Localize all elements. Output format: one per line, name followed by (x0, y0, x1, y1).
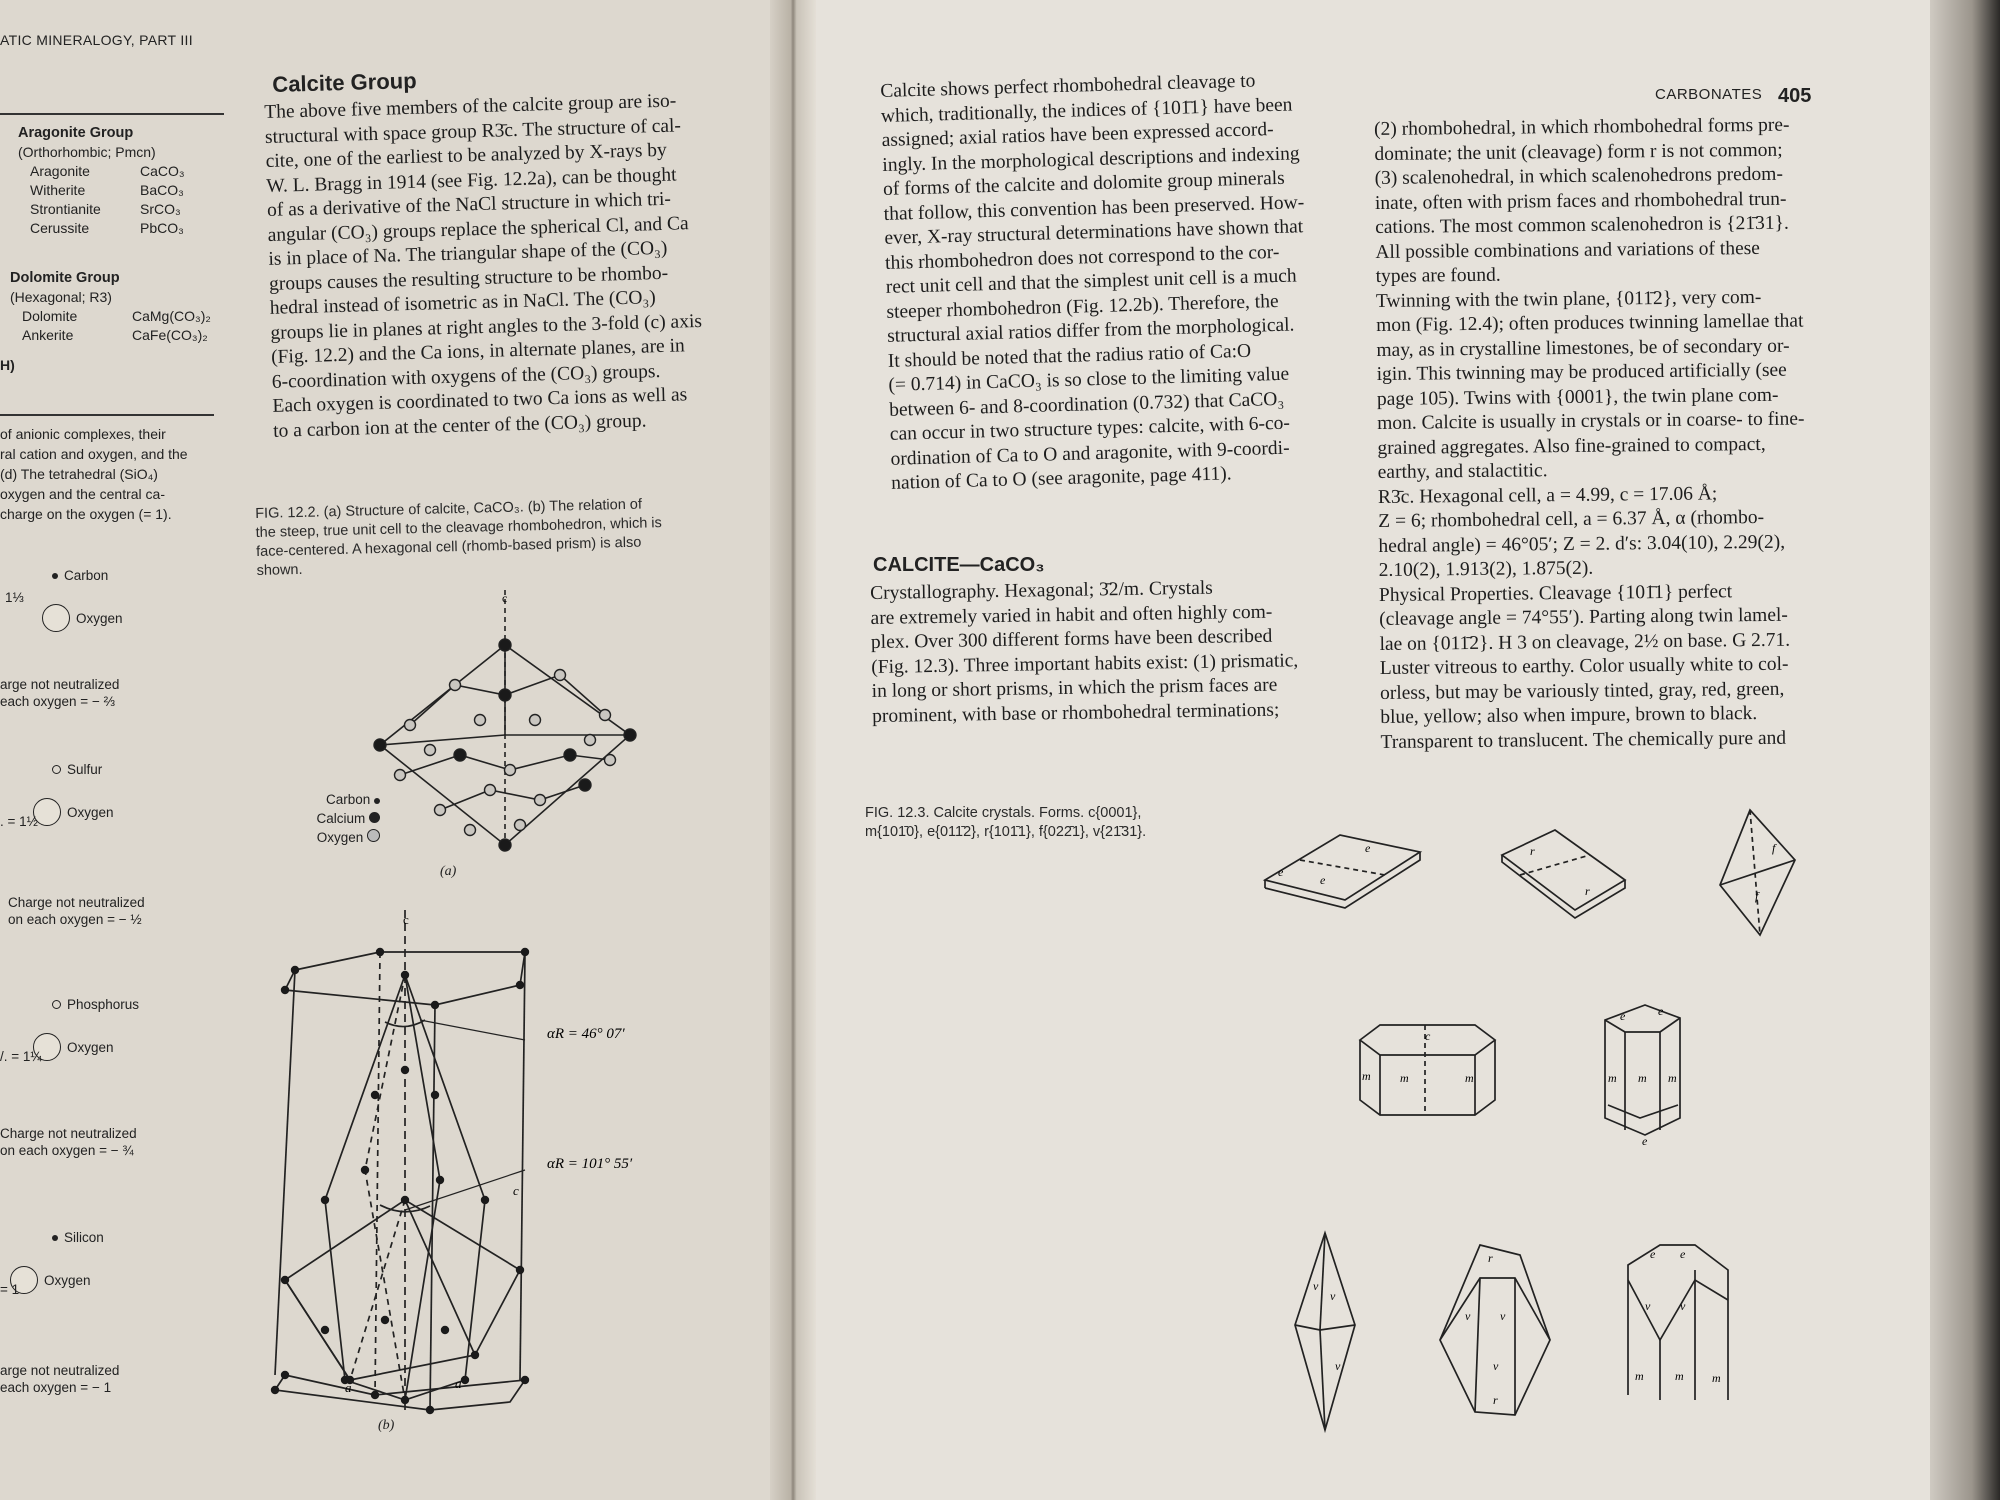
bond-value: /. = 1¼ (0, 1049, 42, 1064)
prism-edge (275, 970, 295, 1375)
paragraph-line: in long or short prisms, in which the prism faces are (871, 674, 1278, 702)
lattice-point (281, 1276, 289, 1284)
legend-atom-row (52, 997, 139, 1012)
page-edges (1930, 0, 2000, 1500)
lattice-point (431, 1001, 439, 1009)
paragraph-line: structural with space group R3̄c. The structure of cal- (264, 114, 682, 148)
axis-c-top-label: c (403, 912, 409, 927)
paragraph-line: may, as in crystalline limestones, be of secondary or- (1376, 335, 1790, 361)
legend-calcium-label: Calcium (316, 811, 366, 826)
charge-note-line: arge not neutralized (0, 1363, 120, 1378)
face-label: r (1585, 884, 1590, 898)
paragraph-line: (cleavage angle = 74°55′). Parting along twin lamel- (1379, 604, 1788, 630)
legend-carbon-label: Carbon (325, 792, 371, 807)
face-label: e (1620, 1009, 1626, 1023)
paragraph-line: Transparent to translucent. The chemically pure and (1380, 727, 1787, 753)
oxygen-atom (450, 680, 461, 691)
book-gutter (770, 0, 816, 1500)
paragraph-line: steeper rhombohedron (Fig. 12.2b). Therefore, the (886, 290, 1279, 323)
paragraph-line: (3) scalenohedral, in which scalenohedrons predom- (1374, 163, 1784, 189)
oxygen-atom (555, 670, 566, 681)
axis-c-side-label: c (513, 1183, 519, 1198)
charge-note-line: on each oxygen = − ¾ (0, 1143, 134, 1158)
angle-label-1: αR = 46° 07′ (547, 1026, 625, 1042)
atom-dot-icon (52, 1235, 58, 1241)
paragraph-line: that follow, this convention has been preserved. How- (883, 191, 1305, 225)
fig-12-2a-label: (a) (440, 864, 457, 879)
paragraph-line: Each oxygen is coordinated to two Ca ions as well as (272, 384, 688, 417)
legend-oxygen-row (33, 798, 114, 826)
legend-atom-row (52, 568, 108, 583)
axis-a-label-2: a (455, 1376, 462, 1391)
mineral-name: Witherite (30, 182, 86, 198)
paragraph-line: (= 0.714) in CaCO₃ is so close to the limiting value (888, 363, 1290, 396)
dolomite-table (10, 307, 225, 345)
paragraph-line: (2) rhombohedral, in which rhombohedral forms pre- (1374, 114, 1790, 140)
dolomite-group-subtitle: (Hexagonal; R3) (10, 289, 112, 305)
caption-line: ral cation and oxygen, and the (0, 446, 188, 462)
lattice-point (321, 1326, 329, 1334)
legend-oxygen-label: Oxygen (67, 804, 114, 820)
paragraph-line: ordination of Ca to O and aragonite, with 9-coordi- (890, 437, 1290, 470)
paragraph-line: prominent, with base or rhombohedral terminations; (871, 699, 1280, 727)
oxygen-atom (515, 820, 526, 831)
mineral-formula: BaCO₃ (140, 182, 184, 198)
oxygen-atom (435, 805, 446, 816)
prism-edge (430, 1005, 435, 1410)
face-label: v (1313, 1279, 1319, 1293)
running-head-right: CARBONATES (1655, 86, 1763, 103)
mineral-formula: PbCO₃ (140, 220, 184, 236)
legend-oxygen-row (42, 604, 123, 632)
lattice-point (516, 981, 524, 989)
oxygen-atom (395, 770, 406, 781)
lattice-point (426, 1406, 434, 1414)
oxygen-circle-icon (42, 604, 70, 632)
legend-oxygen-label: Oxygen (76, 610, 123, 626)
mineral-row (18, 181, 223, 200)
legend-atom-label: Silicon (64, 1230, 104, 1245)
caption-line: FIG. 12.2. (a) Structure of calcite, CaCO₃. (b) The relation of (255, 496, 643, 522)
lattice-point (376, 948, 384, 956)
paragraph-line: hedral instead of isometric as in NaCl. The (CO₃) (269, 287, 656, 319)
atom-dot-icon (52, 573, 58, 579)
mineral-row (10, 307, 225, 326)
face-label: v (1645, 1299, 1651, 1313)
paragraph-line: structural axial ratios differ from the morphological. (886, 314, 1295, 347)
lattice-point (401, 1196, 409, 1204)
lattice-point (291, 966, 299, 974)
legend-atom-label: Phosphorus (67, 997, 140, 1012)
oxygen-atom (505, 765, 516, 776)
face-label: m (1362, 1069, 1371, 1083)
legend-atom-label: Carbon (64, 568, 109, 583)
charge-note (8, 894, 145, 928)
charge-note (0, 1362, 119, 1396)
caption-line: (d) The tetrahedral (SiO₄) (0, 466, 158, 482)
paragraph-line: hedral angle) = 46°05′; Z = 2. d′s: 3.04(10), 2.29(2), (1378, 531, 1786, 557)
calcium-atom (499, 839, 511, 851)
aragonite-group-subtitle: (Orthorhombic; Pmcn) (18, 144, 156, 160)
face-label: r (1493, 1393, 1498, 1407)
sidebar-rule-top (0, 113, 224, 115)
cleavage-rhomb (285, 1200, 520, 1380)
mineral-formula: CaMg(CO₃)₂ (132, 308, 211, 324)
face-label: r (1488, 1251, 1493, 1265)
paragraph-line: to a carbon ion at the center of the (CO₃) group. (272, 409, 647, 442)
caption-line: shown. (256, 561, 303, 579)
running-head-left: ATIC MINERALOGY, PART III (0, 32, 193, 48)
paragraph-line: inate, often with prism faces and rhombohedral trun- (1374, 188, 1787, 214)
paragraph-line: page 105). Twins with {0001}, the twin plane com- (1376, 384, 1779, 410)
face-label: e (1658, 1004, 1664, 1018)
crystallography-paragraph (870, 575, 1327, 729)
paragraph-line: grained aggregates. Also fine-grained to compact, (1377, 433, 1766, 459)
paragraph-line: orless, but may be variously tinted, gray, red, green, (1379, 678, 1785, 704)
mineral-row (18, 200, 223, 219)
calcium-atom (579, 779, 591, 791)
charge-note-line: Charge not neutralized (0, 1126, 137, 1141)
legend-oxygen-label: Oxygen (316, 830, 364, 845)
cleavage-paragraph (880, 67, 1343, 496)
aragonite-table (18, 162, 223, 238)
paragraph-line: (Fig. 12.2) and the Ca ions, in alternate planes, are in (270, 335, 686, 368)
face-label: f (1772, 841, 1776, 855)
face-label: v (1465, 1309, 1471, 1323)
crystal-prism-terminated (1605, 1005, 1680, 1135)
calcium-atom (454, 749, 466, 761)
oxygen-atom (405, 720, 416, 731)
face-label: e (1680, 1247, 1686, 1261)
paragraph-line: is in place of Na. The triangular shape of the (CO₃) (268, 237, 668, 270)
lattice-point (471, 1351, 479, 1359)
paragraph-line: (Fig. 12.3). Three important habits exist: (1) prismatic, (871, 649, 1299, 678)
paragraph-line: Z = 6; rhombohedral cell, a = 6.37 Å, α (rhombo- (1378, 506, 1765, 532)
oxygen-atom (475, 715, 486, 726)
paragraph-line: angular (CO₃) groups replace the spherical Cl, and Ca (267, 212, 689, 246)
paragraph-line: Physical Properties. Cleavage {101̄1} perfect (1378, 580, 1733, 606)
leader-1 (420, 1020, 525, 1040)
dolomite-group-block (10, 269, 225, 345)
axis-a-label-1: a (345, 1380, 352, 1395)
legend-oxygen-row (10, 1266, 91, 1294)
paragraph-line: types are found. (1375, 264, 1501, 287)
mineral-formula: CaCO₃ (140, 163, 185, 179)
lattice-point (436, 1176, 444, 1184)
paragraph-line: assigned; axial ratios have been expressed accord- (881, 119, 1274, 151)
paragraph-line: groups lie in planes at right angles to the 3-fold (c) axis (270, 310, 703, 344)
face-label: f (1755, 889, 1759, 903)
paragraph-line: ever, X-ray structural determinations have shown that (884, 216, 1304, 249)
paragraph-line: Crystallography. Hexagonal; 3̄2/m. Crystals (870, 577, 1213, 604)
caption-line: oxygen and the central ca- (0, 486, 165, 502)
mineral-formula: SrCO₃ (140, 201, 181, 217)
paragraph-line: cations. The most common scalenohedron is {21̄31}. (1375, 212, 1789, 238)
crystal-flat-rhomb (1265, 835, 1420, 908)
face-labels (1278, 841, 1777, 1407)
oxygen-atom (605, 755, 616, 766)
paragraph-line: 2.10(2), 1.913(2), 1.875(2). (1378, 557, 1594, 581)
legend-oxygen-label: Oxygen (67, 1039, 114, 1055)
legend-atom-row (52, 1230, 104, 1245)
paragraph-line: between 6- and 8-coordination (0.732) that CaCO₃ (888, 388, 1285, 421)
paragraph-line: plex. Over 300 different forms have been described (870, 625, 1273, 653)
crystal-rhomb (1502, 830, 1625, 918)
paragraph-line: cite, one of the earliest to be analyzed by X-rays by (265, 139, 668, 172)
face-label: m (1675, 1369, 1684, 1383)
face-label: m (1712, 1371, 1721, 1385)
aragonite-group-block (18, 124, 223, 238)
mineral-formula: CaFe(CO₃)₂ (132, 327, 208, 343)
charge-note-line: Charge not neutralized (8, 895, 145, 910)
fig-12-2b-label: (b) (378, 1418, 395, 1433)
mineral-name: Strontianite (30, 201, 101, 217)
dolomite-group-title: Dolomite Group (10, 270, 120, 286)
fig-12-3-crystals (1250, 800, 1850, 1440)
paragraph-line: can occur in two structure types: calcite, with 6-co- (889, 412, 1291, 445)
calcium-atom (374, 739, 386, 751)
prism-edge-hidden (375, 952, 380, 1395)
right-column-text (1374, 113, 1823, 755)
face-label: v (1335, 1359, 1341, 1373)
face-label: m (1400, 1071, 1409, 1085)
face-label: e (1320, 873, 1326, 887)
paragraph-line: The above five members of the calcite group are iso- (264, 90, 677, 123)
calcium-atom (564, 749, 576, 761)
face-label: m (1668, 1071, 1677, 1085)
fig-12-2-caption (255, 494, 727, 581)
paragraph-line: Twinning with the twin plane, {011̄2}, very com- (1375, 286, 1762, 312)
caption-line: m{101̄0}, e{011̄2}, r{101̄1}, f{022̄1}, v{21̄31}. (865, 824, 1147, 840)
charge-note-line: each oxygen = − 1 (0, 1380, 112, 1395)
paragraph-line: Calcite shows perfect rhombohedral cleavage to (880, 70, 1256, 102)
caption-line: the steep, true unit cell to the cleavage rhombohedron, which is (255, 515, 663, 541)
lattice-point (516, 1266, 524, 1274)
steep-cell-hidden (365, 975, 405, 1400)
lattice-point (381, 1316, 389, 1324)
lattice-point (371, 1391, 379, 1399)
lattice-point (401, 1396, 409, 1404)
face-label: e (1278, 865, 1284, 879)
crystal-scalenohedron (1295, 1233, 1355, 1430)
paragraph-line: are extremely varied in habit and often highly com- (870, 601, 1273, 629)
face-label: e (1365, 841, 1371, 855)
calcite-group-title: Calcite Group (272, 67, 417, 97)
complexes-caption (0, 424, 220, 524)
oxygen-atom (585, 735, 596, 746)
paragraph-line: groups causes the resulting structure to be rhombo- (268, 262, 669, 295)
lattice-point (461, 1376, 469, 1384)
fig-12-2a-structure (360, 590, 650, 860)
lattice-point (281, 986, 289, 994)
paragraph-line: this rhombohedron does not correspond to the cor- (884, 241, 1280, 274)
axis-c-label: c (502, 591, 508, 605)
charge-note-line: arge not neutralized (0, 677, 120, 692)
lattice-point (401, 1066, 409, 1074)
bond-value: = 1 (0, 1282, 20, 1297)
oxygen-atom (530, 715, 541, 726)
paragraph-line: All possible combinations and variations of these (1375, 237, 1761, 263)
mineral-name: Dolomite (22, 308, 78, 324)
lattice-point (401, 971, 409, 979)
mineral-name: Aragonite (30, 163, 90, 179)
face-label: v (1330, 1289, 1336, 1303)
atom-dot-icon (52, 1000, 61, 1009)
paragraph-line: of as a derivative of the NaCl structure in which tri- (266, 188, 672, 221)
charge-note-line: on each oxygen = − ½ (8, 912, 142, 927)
oxygen-atom (600, 710, 611, 721)
rhomb-edge (380, 735, 505, 745)
lattice-point (321, 1196, 329, 1204)
calcium-atom (624, 729, 636, 741)
oh-fragment: H) (0, 357, 15, 373)
oxygen-atom (535, 795, 546, 806)
legend-oxygen-row (33, 1033, 114, 1061)
paragraph-line: earthy, and stalactitic. (1377, 460, 1548, 483)
paragraph-line: Luster vitreous to earthy. Color usually white to col- (1379, 653, 1789, 679)
lattice-point (361, 1166, 369, 1174)
oxygen-atom (465, 825, 476, 836)
caption-line: face-centered. A hexagonal cell (rhomb-based prism) is also (255, 534, 642, 560)
sidebar-rule-mid (0, 414, 214, 416)
face-label: c (1425, 1029, 1431, 1043)
oxygen-atom (485, 785, 496, 796)
face-label: v (1500, 1309, 1506, 1323)
paragraph-line: which, traditionally, the indices of {101̄1} have been (880, 94, 1293, 127)
paragraph-line: W. L. Bragg in 1914 (see Fig. 12.2a), can be thought (266, 164, 677, 197)
oxygen-atom (425, 745, 436, 756)
paragraph-line: R3̄c. Hexagonal cell, a = 4.99, c = 17.06 Å; (1377, 482, 1718, 508)
paragraph-line: It should be noted that the radius ratio of Ca:O (887, 340, 1252, 372)
mineral-name: Ankerite (22, 327, 74, 343)
prism-edge (520, 952, 525, 1380)
paragraph-line: 6-coordination with oxygens of the (CO₃) groups. (271, 360, 661, 393)
fig-12-2b-cell (265, 910, 705, 1430)
face-label: m (1638, 1071, 1647, 1085)
lattice-point (481, 1196, 489, 1204)
charge-note (0, 676, 119, 710)
mineral-row (10, 326, 225, 345)
atom-dot-icon (52, 765, 61, 774)
legend-atom-label: Sulfur (67, 762, 103, 777)
lattice-point (371, 1091, 379, 1099)
bond-value: . = 1½ (0, 814, 38, 829)
layer-bonds (440, 785, 585, 810)
fig-12-3-caption (865, 804, 1205, 842)
lattice-point (431, 1091, 439, 1099)
face-label: e (1642, 1134, 1648, 1148)
legend-atom-row (52, 762, 102, 777)
calcium-atom (499, 689, 511, 701)
paragraph-line: mon (Fig. 12.4); often produces twinning lamellae that (1376, 310, 1804, 336)
calcite-heading: CALCITE—CaCO₃ (873, 554, 1045, 576)
caption-line: of anionic complexes, their (0, 426, 166, 442)
legend-oxygen-label: Oxygen (44, 1272, 91, 1288)
paragraph-line: of forms of the calcite and dolomite group minerals (882, 167, 1286, 200)
face-label: m (1608, 1071, 1617, 1085)
page-number: 405 (1778, 85, 1812, 107)
angle-label-2: αR = 101° 55′ (547, 1156, 633, 1172)
face-label: m (1635, 1369, 1644, 1383)
crystal-scaleno-rounded (1440, 1245, 1550, 1415)
paragraph-line: rect unit cell and that the simplest unit cell is a much (885, 265, 1297, 298)
caption-line: FIG. 12.3. Calcite crystals. Forms. c{0001}, (865, 805, 1142, 821)
calcite-group-paragraph (264, 88, 733, 444)
calcium-atom (499, 639, 511, 651)
hex-bottom (275, 1375, 525, 1410)
paragraph-line: igin. This twinning may be produced artificially (see (1376, 359, 1787, 385)
paragraph-line: lae on {011̄2}. H 3 on cleavage, 2½ on base. G 2.71. (1379, 629, 1791, 655)
leader-2 (405, 1170, 525, 1210)
mineral-name: Cerussite (30, 220, 90, 236)
mineral-row (18, 162, 223, 181)
face-label: e (1650, 1247, 1656, 1261)
face-label: m (1465, 1071, 1474, 1085)
lattice-point (521, 1376, 529, 1384)
charge-note (0, 1125, 137, 1159)
face-label: r (1530, 844, 1535, 858)
lattice-point (281, 1371, 289, 1379)
bond-value: 1⅓ (5, 590, 24, 605)
aragonite-group-title: Aragonite Group (18, 125, 134, 141)
paragraph-line: ingly. In the morphological descriptions and indexing (882, 142, 1300, 176)
paragraph-line: mon. Calcite is usually in crystals or in coarse- to fine- (1377, 408, 1805, 434)
face-label: v (1493, 1359, 1499, 1373)
paragraph-line: dominate; the unit (cleavage) form r is not common; (1374, 139, 1783, 165)
lattice-point (441, 1326, 449, 1334)
crystal-steep-rhomb (1720, 810, 1795, 935)
paragraph-line: nation of Ca to O (see aragonite, page 411). (890, 463, 1232, 494)
face-label: v (1680, 1299, 1686, 1313)
lattice-point (521, 948, 529, 956)
paragraph-line: blue, yellow; also when impure, brown to black. (1380, 703, 1758, 728)
mineral-row (18, 219, 223, 238)
caption-line: charge on the oxygen (= 1). (0, 506, 172, 522)
charge-note-line: each oxygen = − ⅔ (0, 694, 115, 709)
lattice-point (271, 1386, 279, 1394)
